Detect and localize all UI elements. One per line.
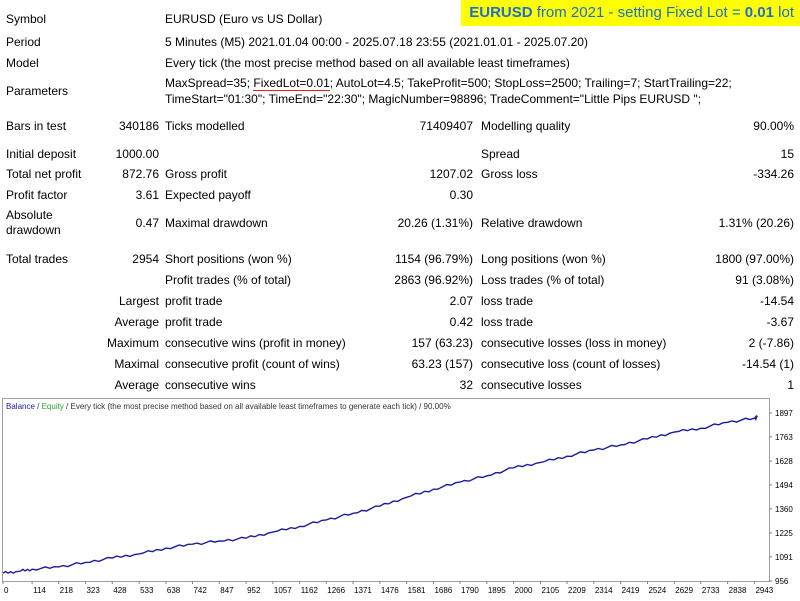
y-tick-label: 1763 xyxy=(775,432,793,442)
max-cw-label: consecutive wins (profit in money) xyxy=(165,336,346,350)
maxdd-label: Maximal drawdown xyxy=(165,216,268,230)
x-tick-label: 2105 xyxy=(541,586,560,595)
quality-label: Modelling quality xyxy=(481,119,571,133)
x-tick-label: 323 xyxy=(86,586,100,595)
x-tick-label: 218 xyxy=(59,586,74,595)
ltrades-value: 91 (3.08%) xyxy=(735,273,794,287)
x-tick-label: 2943 xyxy=(755,586,774,595)
netprofit-label: Total net profit xyxy=(6,167,82,181)
mxl-cl-label: consecutive loss (count of losses) xyxy=(481,357,661,371)
grossloss-value: -334.26 xyxy=(753,167,794,181)
short-value: 1154 (96.79%) xyxy=(395,252,473,266)
x-tick-label: 0 xyxy=(4,586,9,595)
avg-cl-label: consecutive losses xyxy=(481,378,582,392)
grossprofit-label: Gross profit xyxy=(165,167,228,181)
x-tick-label: 1895 xyxy=(487,586,506,595)
trades-label: Total trades xyxy=(6,252,69,266)
x-tick-label: 2733 xyxy=(701,586,720,595)
avg2-label: Average xyxy=(114,378,159,392)
short-label: Short positions (won %) xyxy=(165,252,292,266)
max-cw-value: 157 (63.23) xyxy=(411,336,473,350)
grossloss-label: Gross loss xyxy=(481,167,538,181)
absdd-label-2: drawdown xyxy=(6,223,61,237)
period-value: 5 Minutes (M5) 2021.01.04 00:00 - 2025.07.18 23:55 (2021.01.01 - 2025.07.20) xyxy=(165,35,588,49)
legend-rest: / Every tick (the most precise method based on all available least timeframes to generate each tick) / 90.00% xyxy=(63,402,451,411)
x-tick-label: 1057 xyxy=(273,586,292,595)
y-tick-label: 1494 xyxy=(775,480,793,490)
average-pt-label: profit trade xyxy=(165,315,223,329)
netprofit-value: 872.76 xyxy=(122,167,159,181)
x-tick-label: 533 xyxy=(140,586,154,595)
x-tick-label: 114 xyxy=(33,586,46,595)
x-tick-label: 428 xyxy=(113,586,127,595)
ticks-value: 71409407 xyxy=(419,119,473,133)
long-value: 1800 (97.00%) xyxy=(715,252,794,266)
mxl-cl-value: -14.54 (1) xyxy=(741,357,794,371)
x-tick-label: 1371 xyxy=(354,586,372,595)
banner-lot: 0.01 xyxy=(744,4,774,21)
x-tick-label: 1790 xyxy=(461,586,479,595)
y-tick-labels xyxy=(775,409,793,586)
model-value: Every tick (the most precise method based on all available least timeframes) xyxy=(165,56,570,70)
x-tick-label: 2314 xyxy=(594,586,613,595)
largest-label: Largest xyxy=(118,294,159,308)
ptrades-value: 2863 (96.92%) xyxy=(394,273,473,287)
plot-area xyxy=(3,399,770,582)
largest-pt-label: profit trade xyxy=(165,294,223,308)
symbol-value: EURUSD (Euro vs US Dollar) xyxy=(165,12,323,26)
y-tick-label: 1225 xyxy=(775,528,793,538)
parameters-line-1 xyxy=(165,76,732,90)
deposit-value: 1000.00 xyxy=(115,147,159,161)
chart-svg xyxy=(2,398,798,598)
max-cl-label: consecutive losses (loss in money) xyxy=(481,336,667,350)
parameters-label: Parameters xyxy=(6,84,69,98)
trades-value: 2954 xyxy=(132,252,159,266)
spread-label: Spread xyxy=(481,147,520,161)
x-tick-label: 1686 xyxy=(434,586,453,595)
average-pt-value: 0.42 xyxy=(449,315,473,329)
symbol-label: Symbol xyxy=(6,12,47,26)
spread-value: 15 xyxy=(780,147,794,161)
legend-balance: Balance xyxy=(6,402,35,411)
x-tick-label: 1162 xyxy=(300,586,318,595)
balance-chart xyxy=(2,398,798,598)
payoff-label: Expected payoff xyxy=(165,188,251,202)
y-tick-label: 1091 xyxy=(775,552,793,562)
param-maxspread: MaxSpread=35; xyxy=(165,76,254,90)
x-tick-label: 2209 xyxy=(568,586,586,595)
period-label: Period xyxy=(6,35,41,49)
x-tick-label: 2000 xyxy=(514,586,533,595)
x-tick-label: 1476 xyxy=(380,586,399,595)
x-tick-label: 742 xyxy=(193,586,207,595)
avg-cw-value: 32 xyxy=(459,378,473,392)
max-cl-value: 2 (-7.86) xyxy=(748,336,794,350)
ltrades-label: Loss trades (% of total) xyxy=(481,273,605,287)
chart-legend xyxy=(6,402,451,411)
largest-lt-value: -14.54 xyxy=(759,294,794,308)
parameters-line-2: TimeStart="01:30"; TimeEnd="22:30"; MagicNumber=98896; TradeComment="Little Pips EURUSD "; xyxy=(165,92,702,106)
reldd-value: 1.31% (20.26) xyxy=(718,216,794,230)
x-tick-label: 1266 xyxy=(327,586,346,595)
reldd-label: Relative drawdown xyxy=(481,216,583,230)
pf-value: 3.61 xyxy=(135,188,159,202)
banner-symbol: EURUSD xyxy=(469,4,533,21)
x-tick-label: 952 xyxy=(247,586,261,595)
bars-value: 340186 xyxy=(118,119,159,133)
legend-equity: Equity xyxy=(41,402,64,411)
average-label: Average xyxy=(114,315,159,329)
y-tick-label: 956 xyxy=(775,577,789,586)
maxdd-value: 20.26 (1.31%) xyxy=(397,216,473,230)
pf-label: Profit factor xyxy=(6,188,68,202)
banner-text: from 2021 - setting Fixed Lot = xyxy=(536,4,741,21)
bars-label: Bars in test xyxy=(6,119,67,133)
title-banner xyxy=(461,0,800,26)
x-tick-label: 2524 xyxy=(648,586,667,595)
average-lt-value: -3.67 xyxy=(766,315,794,329)
x-tick-label: 1581 xyxy=(407,586,426,595)
quality-value: 90.00% xyxy=(753,119,794,133)
y-tick-label: 1628 xyxy=(775,457,793,467)
param-rest: ; AutoLot=4.5; TakeProfit=500; StopLoss=2500; Trailing=7; StartTrailing=22; xyxy=(329,76,732,90)
x-tick-label: 638 xyxy=(166,586,181,595)
maximum-label: Maximum xyxy=(106,336,159,350)
x-tick-label: 2629 xyxy=(675,586,694,595)
param-fixedlot: FixedLot=0.01 xyxy=(253,76,330,90)
payoff-value: 0.30 xyxy=(449,188,473,202)
x-tick-labels xyxy=(4,586,774,595)
largest-lt-label: loss trade xyxy=(481,294,534,308)
deposit-label: Initial deposit xyxy=(6,147,77,161)
x-tick-label: 2838 xyxy=(728,586,747,595)
average-lt-label: loss trade xyxy=(481,315,534,329)
largest-pt-value: 2.07 xyxy=(449,294,473,308)
x-tick-label: 2419 xyxy=(621,586,640,595)
grossprofit-value: 1207.02 xyxy=(429,167,473,181)
mxl-cp-value: 63.23 (157) xyxy=(411,357,473,371)
y-tick-label: 1897 xyxy=(775,409,793,418)
absdd-value: 0.47 xyxy=(135,216,159,230)
ticks-label: Ticks modelled xyxy=(165,119,245,133)
legend-sep: / xyxy=(34,402,42,411)
mxl-cp-label: consecutive profit (count of wins) xyxy=(165,357,340,371)
ptrades-label: Profit trades (% of total) xyxy=(165,273,292,287)
absdd-label-1: Absolute xyxy=(6,208,53,222)
model-label: Model xyxy=(6,56,39,70)
avg-cw-label: consecutive wins xyxy=(165,378,256,392)
long-label: Long positions (won %) xyxy=(481,252,606,266)
y-tick-label: 1360 xyxy=(775,504,793,514)
avg-cl-value: 1 xyxy=(787,378,794,392)
x-tick-label: 847 xyxy=(220,586,234,595)
maximal-label: Maximal xyxy=(114,357,159,371)
banner-text-end: lot xyxy=(778,4,794,21)
